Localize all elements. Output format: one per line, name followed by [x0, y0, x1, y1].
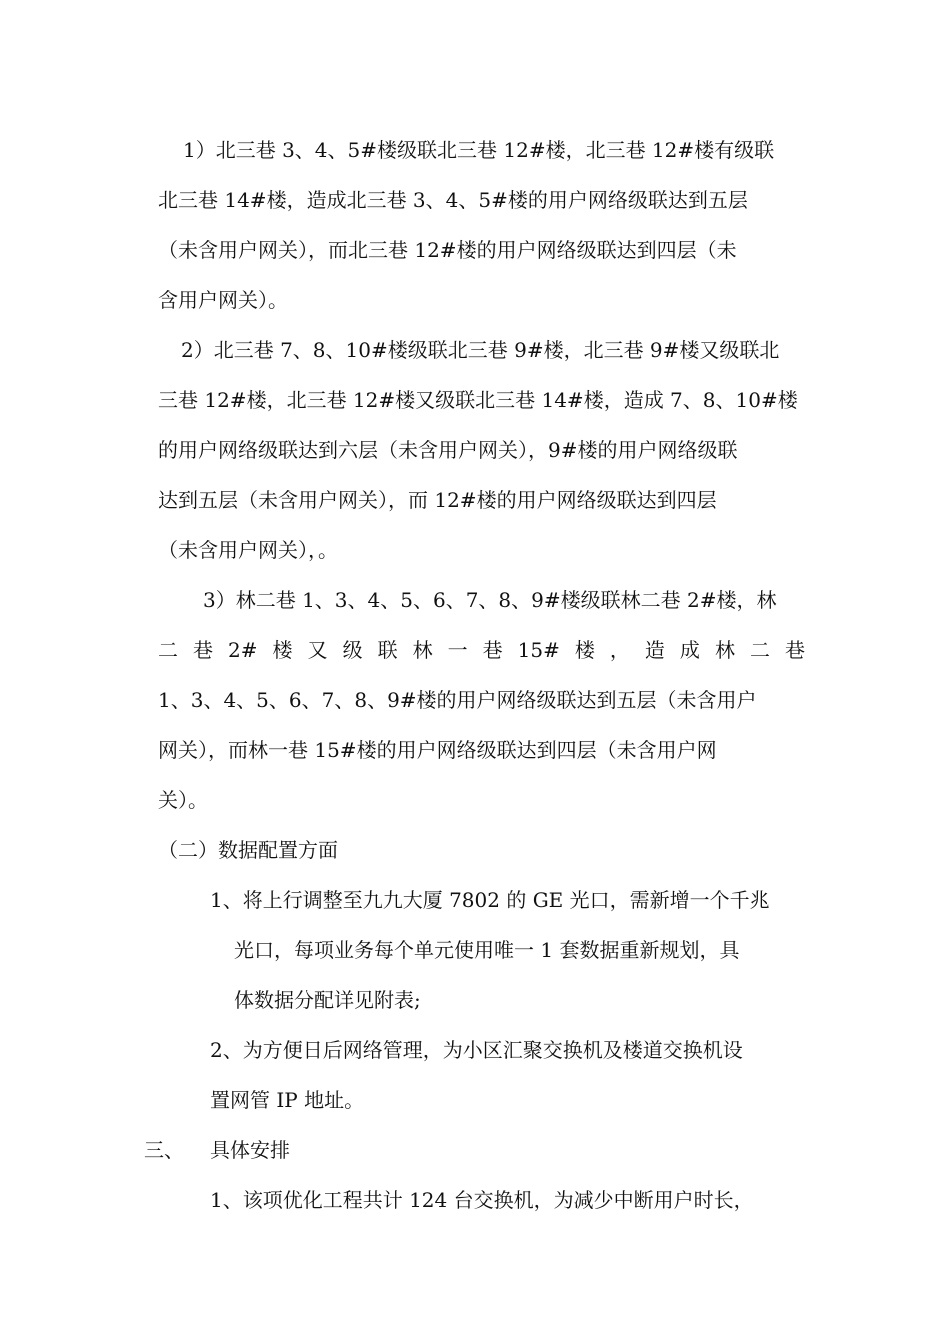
para3-word: 造	[644, 638, 665, 662]
para3-line-2-justified	[158, 635, 805, 665]
schedule-item1-line-1: 1、该项优化工程共计 124 台交换机，为减少中断用户时长，	[210, 1188, 754, 1212]
para3-word: 二	[158, 638, 178, 662]
para3-word: 林	[714, 638, 735, 662]
para2-line-2: 三巷 12#楼，北三巷 12#楼又级联北三巷 14#楼，造成 7、8、10#楼	[158, 388, 798, 412]
para3-word: 楼	[272, 638, 293, 662]
para3-word: 级	[342, 638, 363, 662]
para3-word: 成	[679, 638, 700, 662]
para3-word: 巷	[482, 638, 503, 662]
para2-line-4: 达到五层（未含用户网关），而 12#楼的用户网络级联达到四层	[158, 488, 717, 512]
section3-title: 具体安排	[210, 1138, 290, 1162]
para3-word: 楼	[574, 638, 595, 662]
para3-word: 2#	[228, 638, 258, 662]
config-item1-line-3: 体数据分配详见附表;	[234, 988, 421, 1012]
config-item1-line-2: 光口，每项业务每个单元使用唯一 1 套数据重新规划，具	[234, 938, 740, 962]
para3-line-4: 网关），而林一巷 15#楼的用户网络级联达到四层（未含用户网	[158, 738, 717, 762]
config-item2-line-2: 置网管 IP 地址。	[210, 1088, 365, 1112]
para3-word: 又	[307, 638, 328, 662]
para3-word: ，	[609, 638, 630, 662]
para2-line-1: 2）北三巷 7、8、10#楼级联北三巷 9#楼，北三巷 9#楼又级联北	[181, 338, 780, 362]
para3-line-5: 关）。	[158, 788, 208, 812]
para3-word: 一	[447, 638, 468, 662]
para3-line-1: 3）林二巷 1、3、4、5、6、7、8、9#楼级联林二巷 2#楼，林	[203, 588, 777, 612]
section3-number: 三、	[144, 1138, 184, 1162]
para3-word: 林	[412, 638, 433, 662]
para1-line-2: 北三巷 14#楼，造成北三巷 3、4、5#楼的用户网络级联达到五层	[158, 188, 748, 212]
para3-word: 巷	[784, 638, 805, 662]
para2-line-3: 的用户网络级联达到六层（未含用户网关），9#楼的用户网络级联	[158, 438, 738, 462]
para1-line-1: 1）北三巷 3、4、5#楼级联北三巷 12#楼，北三巷 12#楼有级联	[183, 138, 775, 162]
para1-line-3: （未含用户网关），而北三巷 12#楼的用户网络级联达到四层（未	[158, 238, 737, 262]
para3-word: 15#	[517, 638, 560, 662]
para3-word: 二	[749, 638, 770, 662]
para3-line-3: 1、3、4、5、6、7、8、9#楼的用户网络级联达到五层（未含用户	[158, 688, 757, 712]
config-item2-line-1: 2、为方便日后网络管理，为小区汇聚交换机及楼道交换机设	[210, 1038, 743, 1062]
section2-heading: （二）数据配置方面	[158, 838, 338, 862]
para2-line-5: （未含用户网关），。	[158, 538, 338, 562]
para3-word: 巷	[193, 638, 214, 662]
config-item1-line-1: 1、将上行调整至九九大厦 7802 的 GE 光口，需新增一个千兆	[210, 888, 770, 912]
para1-line-4: 含用户网关）。	[158, 288, 288, 312]
para3-word: 联	[377, 638, 398, 662]
